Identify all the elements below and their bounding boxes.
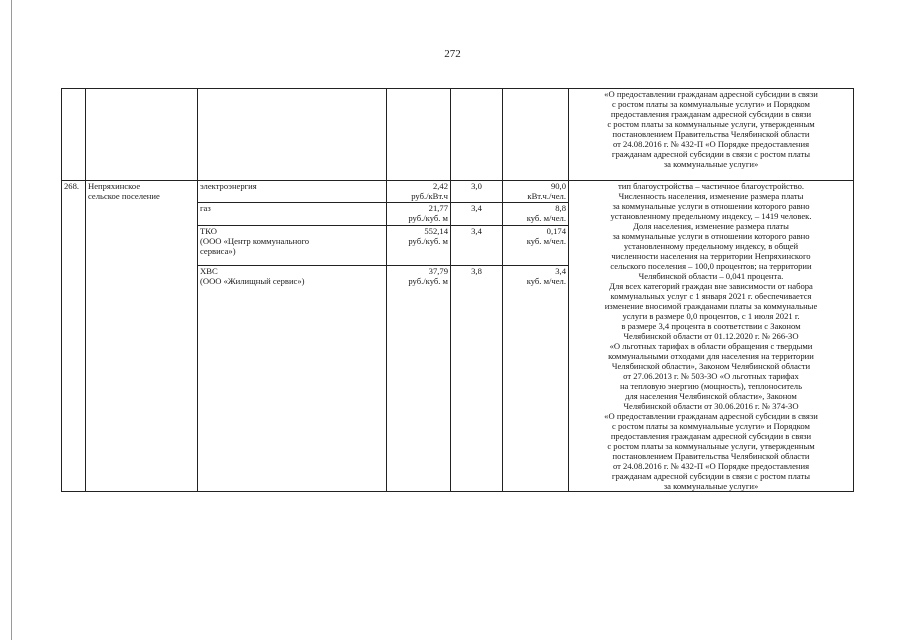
desc-line: за коммунальные услуги в отношении которого равно	[612, 201, 810, 211]
desc-line: предоставления гражданам адресной субсидии в связи	[610, 431, 812, 441]
cell-tariff	[387, 181, 451, 203]
desc-line: с ростом платы за коммунальные услуги» и Порядком	[612, 421, 810, 431]
index-value: 3,8	[471, 266, 482, 276]
cell-limit-empty	[503, 89, 569, 181]
desc-line: тип благоустройства – частичное благоустройство.	[617, 181, 805, 191]
desc-line: гражданам адресной субсидии в связи с ростом платы	[611, 471, 811, 481]
cell-service-empty	[198, 89, 387, 181]
cell-index	[451, 226, 503, 266]
desc-line: в размере 3,4 процента в соответствии с Законом	[621, 321, 801, 331]
desc-line: за коммунальные услуги в отношении которого равно	[612, 231, 810, 241]
desc-line: Челябинской области от 01.12.2020 г. № 266-ЗО	[623, 331, 799, 341]
table-row-entry-268-electricity	[62, 181, 854, 203]
tariff-unit: руб./куб. м	[408, 213, 448, 223]
desc-line: постановлением Правительства Челябинской области	[612, 451, 810, 461]
service-name: ТКО	[200, 226, 217, 236]
desc-line: предоставления гражданам адресной субсидии в связи	[610, 109, 812, 119]
cell-limit	[503, 266, 569, 492]
cell-tariff	[387, 226, 451, 266]
service-name: ХВС	[200, 266, 218, 276]
desc-line: Численность населения, изменение размера платы	[618, 191, 804, 201]
cell-settlement	[86, 181, 198, 492]
desc-line: «О предоставлении гражданам адресной субсидии в связи	[604, 411, 818, 421]
table-row-continued	[62, 89, 854, 181]
desc-line: на тепловую энергию (мощность), теплоноситель	[619, 381, 803, 391]
cell-index	[451, 181, 503, 203]
desc-line: за коммунальные услуги»	[663, 481, 759, 491]
desc-line: с ростом платы за коммунальные услуги, утвержденным	[607, 119, 815, 129]
service-name: электроэнергия	[200, 181, 257, 191]
cell-description	[569, 181, 854, 492]
tariff-value: 37,79	[428, 266, 448, 276]
cell-limit	[503, 181, 569, 203]
desc-line: гражданам адресной субсидии в связи с ростом платы	[611, 149, 811, 159]
desc-line: Для всех категорий граждан вне зависимости от набора	[609, 281, 813, 291]
cell-tariff-empty	[387, 89, 451, 181]
desc-line: с ростом платы за коммунальные услуги, утвержденным	[607, 441, 815, 451]
cell-tariff	[387, 266, 451, 492]
index-value: 3,0	[471, 181, 482, 191]
index-value: 3,4	[471, 203, 482, 213]
limit-unit: куб. м/чел.	[526, 213, 566, 223]
desc-line: численности населения на территории Непряхинского	[611, 251, 811, 261]
settlement-line: Непряхинское	[88, 181, 141, 191]
desc-line: «О предоставлении гражданам адресной субсидии в связи	[604, 89, 818, 99]
cell-index	[451, 266, 503, 492]
tariff-value: 552,14	[424, 226, 448, 236]
desc-line: с ростом платы за коммунальные услуги» и Порядком	[612, 99, 810, 109]
cell-settlement-empty	[86, 89, 198, 181]
tariff-unit: руб./куб. м	[408, 236, 448, 246]
limit-unit: кВт.ч./чел.	[527, 191, 566, 201]
service-name: сервиса»)	[200, 246, 236, 256]
entry-number: 268.	[64, 181, 80, 191]
cell-index-empty	[451, 89, 503, 181]
desc-line: изменение вносимой гражданами платы за коммунальные	[604, 301, 818, 311]
tariff-unit: руб./кВт.ч	[411, 191, 448, 201]
desc-line: от 27.06.2013 г. № 503-ЗО «О льготных тарифах	[623, 371, 799, 381]
cell-description	[569, 89, 854, 181]
desc-line: «О льготных тарифах в области обращения с твердыми	[609, 341, 813, 351]
limit-value: 8,8	[555, 203, 566, 213]
cell-service-name	[198, 203, 387, 226]
desc-line: Челябинской области – 0,041 процента.	[638, 271, 784, 281]
cell-limit	[503, 226, 569, 266]
cell-service-name	[198, 226, 387, 266]
cell-service-name	[198, 181, 387, 203]
desc-line: коммунальными отходами для населения на территории	[608, 351, 814, 361]
desc-line: от 24.08.2016 г. № 432-П «О Порядке предоставления	[612, 139, 810, 149]
desc-line: постановлением Правительства Челябинской области	[612, 129, 810, 139]
desc-line: за коммунальные услуги»	[663, 159, 759, 169]
limit-value: 90,0	[550, 181, 566, 191]
service-name: (ООО «Жилищный сервис»)	[200, 276, 305, 286]
cell-index	[451, 203, 503, 226]
limit-unit: куб. м/чел.	[526, 236, 566, 246]
tariff-unit: руб./куб. м	[408, 276, 448, 286]
cell-tariff	[387, 203, 451, 226]
page-number: 272	[444, 48, 461, 60]
desc-line: установленному предельному индексу, – 1419 человек.	[610, 211, 812, 221]
page-left-rule	[11, 0, 12, 640]
tariff-value: 21,77	[428, 203, 448, 213]
desc-line: услуги в размере 0,0 процентов, с 1 июля 2021 г.	[622, 311, 800, 321]
cell-number-empty	[62, 89, 86, 181]
service-name: газ	[200, 203, 211, 213]
desc-line: от 24.08.2016 г. № 432-П «О Порядке предоставления	[612, 461, 810, 471]
desc-line: для населения Челябинской области», Законом	[625, 391, 797, 401]
tariff-value: 2,42	[432, 181, 448, 191]
index-value: 3,4	[471, 226, 482, 236]
desc-line: Челябинской области от 30.06.2016 г. № 374-ЗО	[623, 401, 799, 411]
desc-line: коммунальных услуг с 1 января 2021 г. обеспечивается	[610, 291, 812, 301]
limit-value: 0,174	[546, 226, 566, 236]
limit-value: 3,4	[555, 266, 566, 276]
service-name: (ООО «Центр коммунального	[200, 236, 310, 246]
limit-unit: куб. м/чел.	[526, 276, 566, 286]
cell-limit	[503, 203, 569, 226]
cell-entry-number	[62, 181, 86, 492]
desc-line: Челябинской области», Законом Челябинской области	[611, 361, 811, 371]
settlement-line: сельское поселение	[88, 191, 160, 201]
desc-line: установленному предельному индексу, в общей	[623, 241, 799, 251]
cell-service-name	[198, 266, 387, 492]
desc-line: Доля населения, изменение размера платы	[633, 221, 789, 231]
desc-line: сельского поселения – 100,0 процентов; на территории	[610, 261, 812, 271]
tariff-table	[61, 88, 854, 492]
